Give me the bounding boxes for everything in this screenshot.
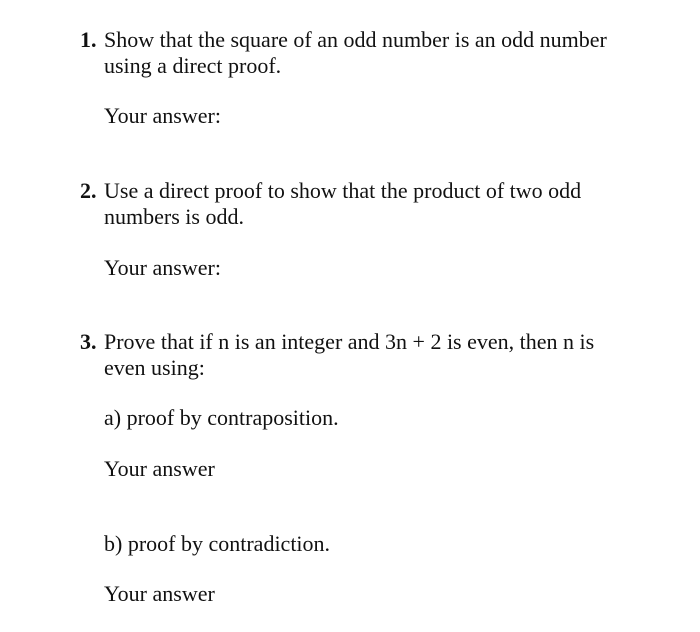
question-3-number: 3. xyxy=(80,329,97,354)
question-3-part-b-answer-label: Your answer xyxy=(104,581,215,606)
question-3 xyxy=(80,329,640,381)
question-2-answer-label: Your answer: xyxy=(104,255,221,280)
question-2-number: 2. xyxy=(80,178,97,203)
question-3-part-b-label: b) proof by contradiction. xyxy=(104,531,331,556)
question-1-text: Show that the square of an odd number is an odd number using a direct proof. xyxy=(104,27,607,78)
question-2 xyxy=(80,178,640,230)
question-3-text: Prove that if n is an integer and 3n + 2 is even, then n is even using: xyxy=(104,329,595,380)
question-1-number: 1. xyxy=(80,27,97,52)
question-3-part-a-answer-label: Your answer xyxy=(104,456,215,481)
question-1 xyxy=(80,27,640,79)
question-1-answer-label: Your answer: xyxy=(104,103,221,128)
question-2-text: Use a direct proof to show that the product of two odd numbers is odd. xyxy=(104,178,582,229)
question-3-part-a-label: a) proof by contraposition. xyxy=(104,405,339,430)
